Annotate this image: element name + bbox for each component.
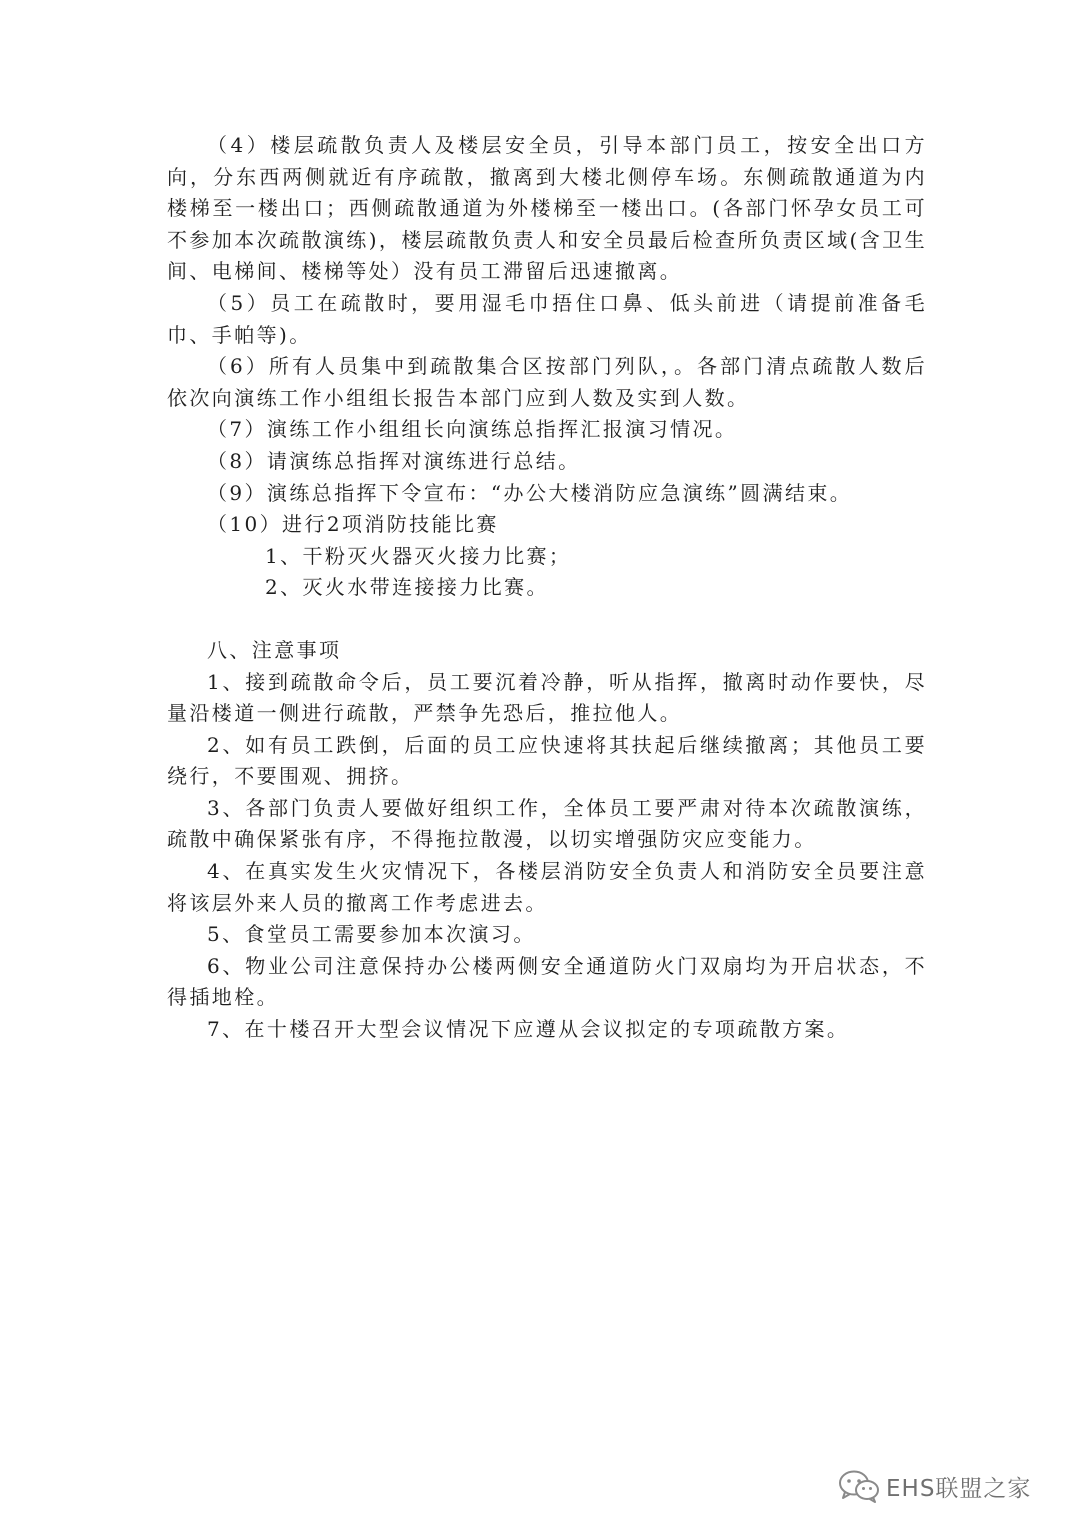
watermark <box>838 1466 1031 1506</box>
wechat-icon <box>838 1469 880 1503</box>
paragraph-step-8: （8）请演练总指挥对演练进行总结。 <box>207 448 581 473</box>
note-item-7: 7、在十楼召开大型会议情况下应遵从会议拟定的专项疏散方案。 <box>207 1017 850 1042</box>
note-item-1: 1、接到疏散命令后，员工要沉着冷静，听从指挥，撤离时动作要快，尽量沿楼道一侧进行疏散，严禁争先恐后，推拉他人。 <box>167 669 927 726</box>
paragraph-step-10: （10）进行2项消防技能比赛 <box>207 512 499 537</box>
paragraph-step-6: （6）所有人员集中到疏散集合区按部门列队，。各部门清点疏散人数后依次向演练工作小组组长报告本部门应到人数及实到人数。 <box>167 354 927 410</box>
paragraph-step-4: （4）楼层疏散负责人及楼层安全员，引导本部门员工，按安全出口方向，分东西两侧就近有序疏散，撤离到大楼北侧停车场。东侧疏散通道为内楼梯至一楼出口；西侧疏散通道为外楼梯至一楼出口。(各部门怀孕女员工可不参加本次疏散演练)，楼层疏散负责人和安全员最后检查所负责区域(含卫生间、电梯间、楼梯等处）没有员工滞留后迅速撤离。 <box>167 133 927 284</box>
paragraph-step-9: （9）演练总指挥下令宣布：“办公大楼消防应急演练”圆满结束。 <box>207 480 853 505</box>
note-item-2: 2、如有员工跌倒，后面的员工应快速将其扶起后继续撤离；其他员工要绕行，不要围观、拥挤。 <box>167 732 927 789</box>
watermark-text: EHS联盟之家 <box>886 1475 1032 1502</box>
note-item-5: 5、食堂员工需要参加本次演习。 <box>207 922 536 947</box>
sub-item-1: 1、干粉灭火器灭火接力比赛； <box>265 543 572 568</box>
paragraph-step-5: （5）员工在疏散时，要用湿毛巾捂住口鼻、低头前进（请提前准备毛巾、手帕等)。 <box>167 290 927 347</box>
paragraph-step-7: （7）演练工作小组组长向演练总指挥汇报演习情况。 <box>207 417 738 442</box>
section-heading: 八、注意事项 <box>207 637 342 662</box>
note-item-3: 3、各部门负责人要做好组织工作，全体员工要严肃对待本次疏散演练，疏散中确保紧张有序，不得拖拉散漫，以切实增强防灾应变能力。 <box>167 795 927 852</box>
document-body <box>167 130 927 1046</box>
sub-item-2: 2、灭火水带连接接力比赛。 <box>265 575 549 600</box>
note-item-4: 4、在真实发生火灾情况下，各楼层消防安全负责人和消防安全员要注意将该层外来人员的撤离工作考虑进去。 <box>167 859 927 915</box>
note-item-6: 6、物业公司注意保持办公楼两侧安全通道防火门双扇均为开启状态，不得插地栓。 <box>167 953 927 1010</box>
